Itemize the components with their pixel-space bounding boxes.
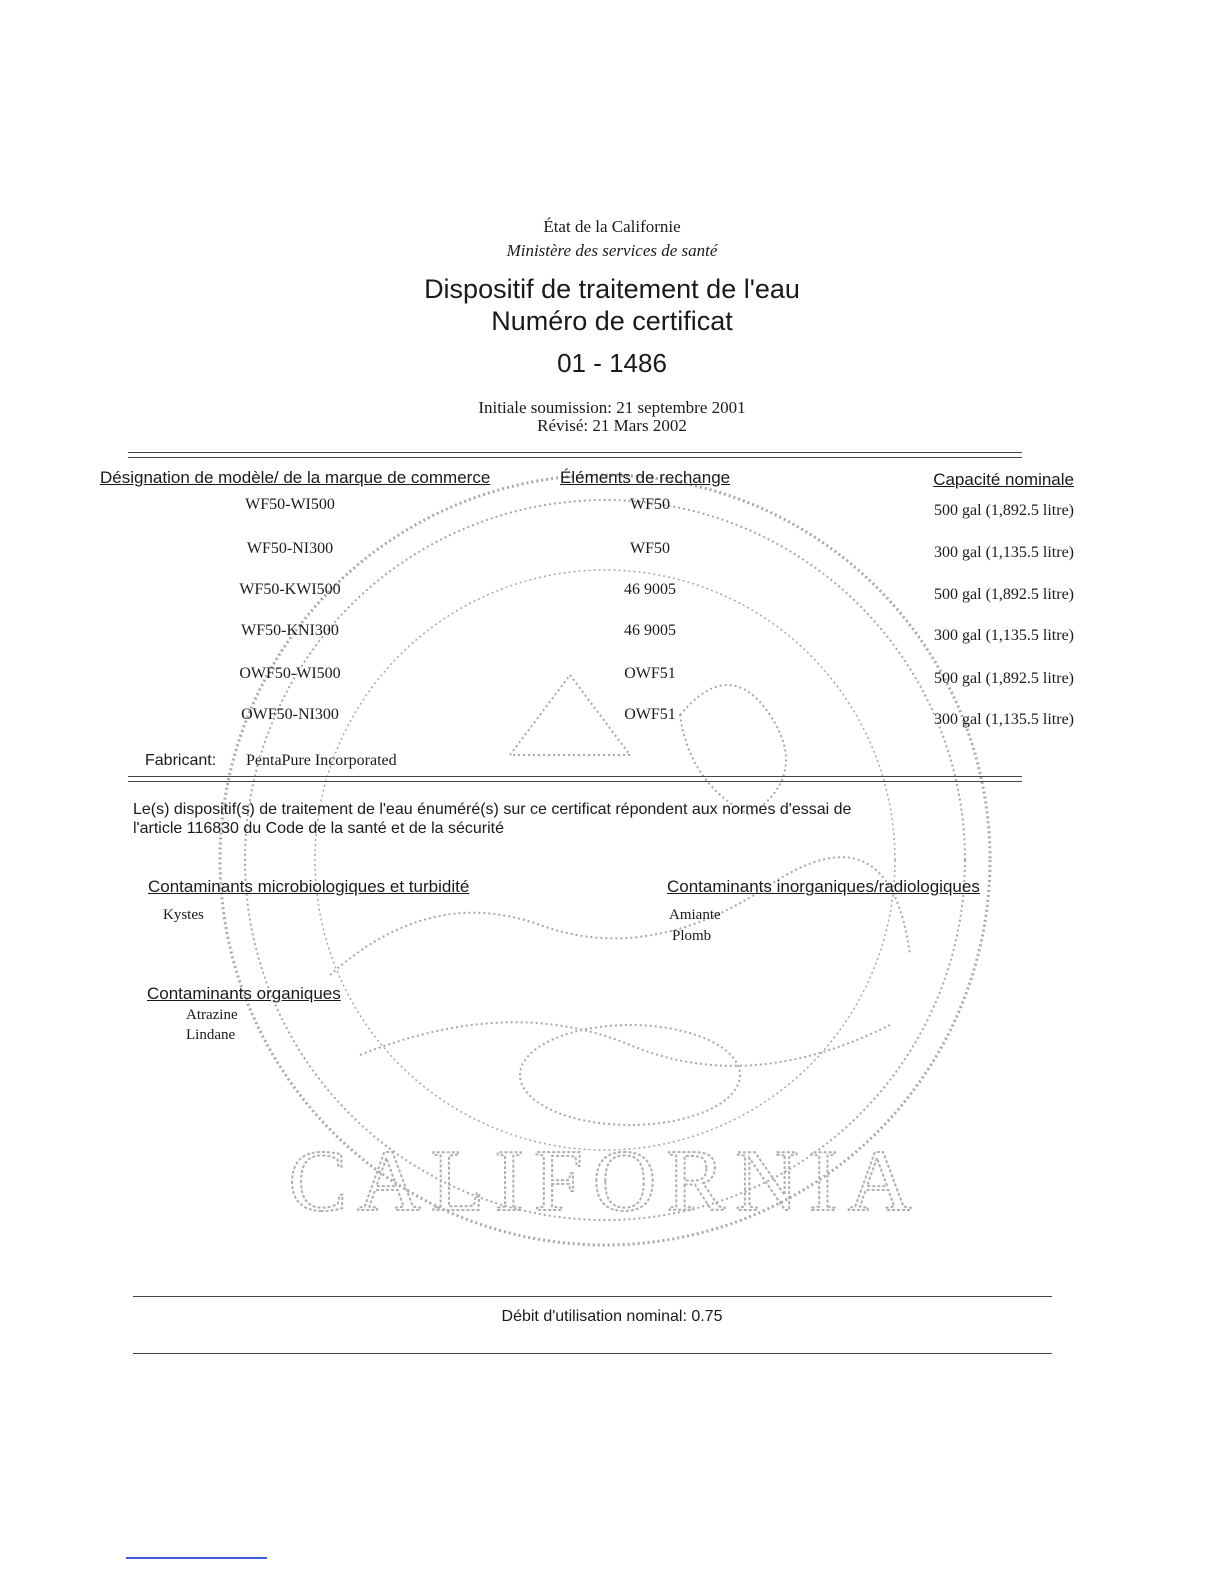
seal-word: CALIFORNIA	[288, 1133, 922, 1230]
manufacturer-name: PentaPure Incorporated	[246, 752, 397, 769]
inorganic-heading: Contaminants inorganiques/radiologiques	[667, 877, 980, 896]
model-cell: OWF50-WI500	[239, 665, 341, 682]
document-title: Dispositif de traitement de l'eau	[424, 274, 800, 304]
certificate-label: Numéro de certificat	[491, 306, 733, 336]
divider	[128, 452, 1022, 453]
list-item: Atrazine	[186, 1007, 238, 1023]
initial-submission: Initiale soumission: 21 septembre 2001	[478, 398, 746, 417]
model-cell: WF50-KWI500	[239, 581, 341, 598]
model-cell: WF50-WI500	[245, 496, 335, 513]
list-item: Amiante	[669, 907, 721, 923]
divider	[128, 457, 1022, 458]
part-cell: WF50	[630, 496, 670, 513]
revised-date: Révisé: 21 Mars 2002	[537, 416, 687, 435]
compliance-statement-line2: l'article 116830 du Code de la santé et de la sécurité	[133, 820, 504, 837]
part-cell: OWF51	[624, 665, 676, 682]
part-cell: 46 9005	[624, 622, 676, 639]
model-cell: WF50-KNI300	[241, 622, 339, 639]
column-header-model: Désignation de modèle/ de la marque de commerce	[100, 468, 491, 487]
part-cell: OWF51	[624, 706, 676, 723]
manufacturer-label: Fabricant:	[145, 752, 217, 769]
flow-rate: Débit d'utilisation nominal: 0.75	[501, 1308, 723, 1325]
capacity-cell: 300 gal (1,135.5 litre)	[934, 627, 1074, 644]
ministry-name: Ministère des services de santé	[506, 241, 718, 260]
divider	[133, 1353, 1052, 1354]
state-name: État de la Californie	[543, 217, 681, 236]
capacity-cell: 500 gal (1,892.5 litre)	[934, 586, 1074, 603]
certificate-number: 01 - 1486	[557, 348, 667, 378]
organic-heading: Contaminants organiques	[147, 984, 341, 1003]
divider	[128, 776, 1022, 777]
capacity-cell: 300 gal (1,135.5 litre)	[934, 544, 1074, 561]
column-header-capacity: Capacité nominale	[933, 470, 1074, 489]
divider	[133, 1296, 1052, 1297]
part-cell: 46 9005	[624, 581, 676, 598]
part-cell: WF50	[630, 540, 670, 557]
capacity-cell: 500 gal (1,892.5 litre)	[934, 670, 1074, 687]
list-item: Plomb	[672, 928, 712, 944]
model-cell: OWF50-NI300	[241, 706, 339, 723]
capacity-cell: 500 gal (1,892.5 litre)	[934, 502, 1074, 519]
divider	[128, 781, 1022, 782]
list-item: Lindane	[186, 1027, 236, 1043]
column-header-parts: Éléments de rechange	[560, 468, 731, 487]
state-seal-watermark	[210, 455, 1000, 1265]
microbiological-heading: Contaminants microbiologiques et turbidité	[148, 877, 470, 896]
footer-link-underline[interactable]	[126, 1557, 267, 1559]
list-item: Kystes	[163, 907, 204, 923]
capacity-cell: 300 gal (1,135.5 litre)	[934, 711, 1074, 728]
compliance-statement-line1: Le(s) dispositif(s) de traitement de l'eau énuméré(s) sur ce certificat répondent aux normes d'essai de	[133, 801, 852, 818]
model-cell: WF50-NI300	[246, 540, 334, 557]
